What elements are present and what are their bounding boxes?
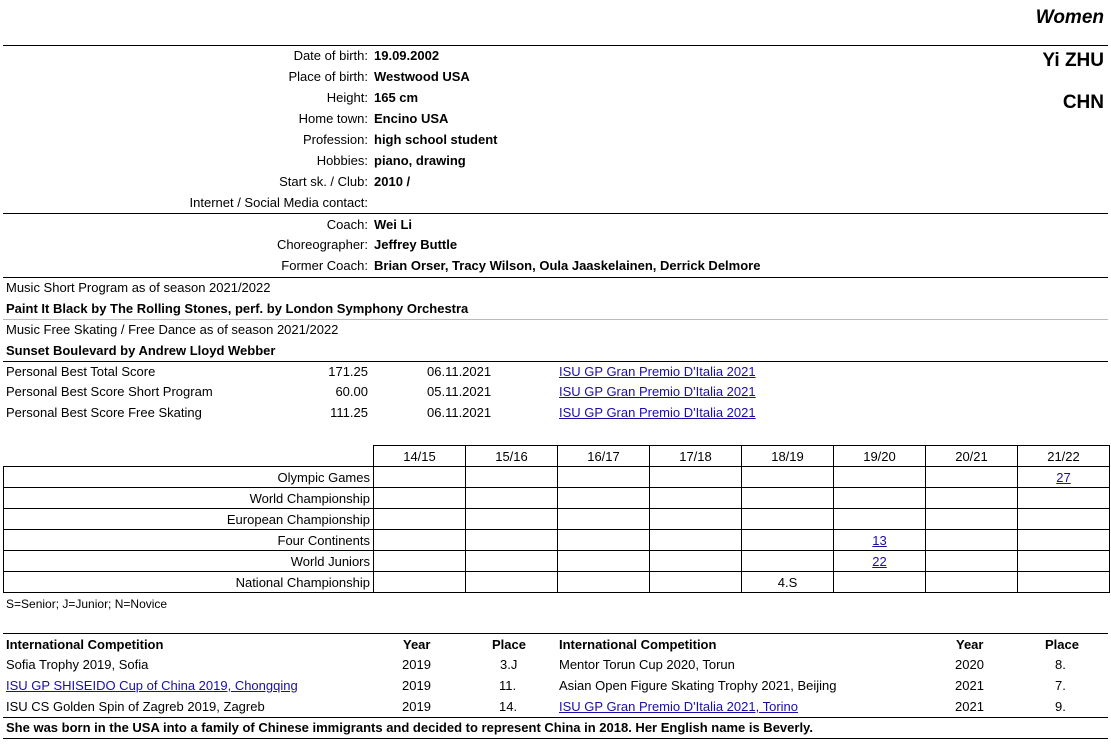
- music-fs-label: Music Free Skating / Free Dance as of season 2021/2022: [6, 322, 339, 337]
- grid-cell: [650, 488, 742, 509]
- grid-cell: [834, 467, 926, 488]
- bio-value: Encino USA: [374, 111, 449, 126]
- grid-row-national-championship: [4, 572, 1110, 593]
- grid-header-row: [4, 446, 1110, 467]
- grid-cell: [466, 488, 558, 509]
- competition-year: 2020: [955, 657, 984, 672]
- grid-cell: [1018, 509, 1110, 530]
- choreographer-value: Jeffrey Buttle: [374, 237, 458, 252]
- grid-cell: [834, 530, 926, 551]
- pb-label: Personal Best Score Free Skating: [6, 405, 202, 420]
- pb-label: Personal Best Score Short Program: [6, 384, 213, 399]
- grid-cell: [466, 467, 558, 488]
- year-header: Year: [956, 637, 984, 652]
- pb-score: 171.25: [328, 364, 368, 379]
- grid-cell: [650, 467, 742, 488]
- grid-row-label: European Championship: [4, 509, 374, 530]
- pb-event-link[interactable]: ISU GP Gran Premio D'Italia 2021: [559, 384, 756, 399]
- grid-cell: [650, 530, 742, 551]
- grid-cell: [742, 551, 834, 572]
- pb-label: Personal Best Total Score: [6, 364, 156, 379]
- grid-row-world-juniors: [4, 551, 1110, 572]
- grid-cell: [926, 509, 1018, 530]
- grid-cell: [1018, 572, 1110, 593]
- grid-cell: [374, 509, 466, 530]
- grid-cell: [558, 551, 650, 572]
- music-bottom-divider: [3, 361, 1108, 362]
- music-divider: [3, 319, 1108, 320]
- header-divider: [3, 45, 1108, 46]
- grid-cell: [742, 467, 834, 488]
- choreographer-label: Choreographer:: [276, 237, 368, 252]
- pb-date: 05.11.2021: [427, 384, 492, 399]
- grid-cell: [742, 530, 834, 551]
- page-bottom-divider: [3, 738, 1108, 739]
- bio-value: 165 cm: [374, 90, 419, 105]
- grid-cell: [834, 488, 926, 509]
- season-header: 16/17: [558, 446, 650, 467]
- grid-cell: [466, 551, 558, 572]
- bio-value: piano, drawing: [374, 153, 466, 168]
- competition-name: Sofia Trophy 2019, Sofia: [6, 657, 149, 672]
- grid-cell: [926, 530, 1018, 551]
- season-header: 19/20: [834, 446, 926, 467]
- competition-place: 11.: [499, 678, 517, 693]
- grid-cell: [926, 488, 1018, 509]
- grid-row-olympic-games: [4, 467, 1110, 488]
- bio-label: Internet / Social Media contact:: [189, 195, 368, 210]
- grid-cell: [650, 551, 742, 572]
- bio-label: Home town:: [298, 111, 368, 126]
- grid-cell: [834, 572, 926, 593]
- grid-cell: [374, 572, 466, 593]
- coach-label: Coach:: [326, 217, 368, 232]
- competition-name-link[interactable]: ISU GP Gran Premio D'Italia 2021, Torino: [559, 699, 799, 714]
- competition-place: 3.J: [500, 657, 518, 672]
- world-juniors-result-link[interactable]: 22: [872, 553, 887, 569]
- pb-event-link[interactable]: ISU GP Gran Premio D'Italia 2021: [559, 405, 756, 420]
- bio-label: Start sk. / Club:: [279, 174, 368, 189]
- grid-cell: [926, 551, 1018, 572]
- competition-year: 2019: [402, 699, 431, 714]
- grid-cell: [650, 572, 742, 593]
- pb-event-link[interactable]: ISU GP Gran Premio D'Italia 2021: [559, 364, 756, 379]
- year-header: Year: [403, 637, 431, 652]
- season-header: 21/22: [1018, 446, 1110, 467]
- competition-name-link[interactable]: ISU GP SHISEIDO Cup of China 2019, Chongqing: [6, 678, 298, 693]
- competition-place: 9.: [1055, 699, 1066, 714]
- competition-place: 14.: [499, 699, 518, 714]
- grid-cell: [742, 509, 834, 530]
- bio-label: Place of birth:: [288, 69, 368, 84]
- competition-year: 2019: [402, 678, 431, 693]
- former-coach-label: Former Coach:: [281, 258, 368, 273]
- olympic-result-link[interactable]: 27: [1056, 469, 1071, 485]
- grid-cell: [834, 551, 926, 572]
- grid-legend: S=Senior; J=Junior; N=Novice: [6, 597, 168, 611]
- competition-name: ISU CS Golden Spin of Zagreb 2019, Zagreb: [6, 699, 265, 714]
- grid-row-world-championship: [4, 488, 1110, 509]
- grid-cell: [1018, 467, 1110, 488]
- bio-value: 2010 /: [374, 174, 411, 189]
- coaching-divider: [3, 277, 1108, 278]
- pb-date: 06.11.2021: [427, 405, 492, 420]
- place-header: Place: [1045, 637, 1079, 652]
- competition-name: Asian Open Figure Skating Trophy 2021, Beijing: [559, 678, 837, 693]
- grid-cell: [558, 530, 650, 551]
- season-header: 14/15: [374, 446, 466, 467]
- grid-cell: [558, 488, 650, 509]
- grid-cell: [1018, 488, 1110, 509]
- bio-label: Date of birth:: [293, 48, 368, 63]
- competition-place: 8.: [1055, 657, 1066, 672]
- grid-cell: [466, 530, 558, 551]
- grid-cell: [374, 530, 466, 551]
- music-sp-label: Music Short Program as of season 2021/2022: [6, 280, 271, 295]
- season-header: 17/18: [650, 446, 742, 467]
- category-label: Women: [1035, 7, 1104, 28]
- grid-cell: [558, 509, 650, 530]
- skater-nation: CHN: [1062, 92, 1104, 113]
- competition-header: International Competition: [559, 637, 717, 652]
- grid-cell: [558, 467, 650, 488]
- bio-value: 19.09.2002: [374, 48, 440, 63]
- grid-cell: [926, 572, 1018, 593]
- season-header: 20/21: [926, 446, 1018, 467]
- grid-cell: [374, 488, 466, 509]
- grid-row-label: World Championship: [4, 488, 374, 509]
- competition-place: 7.: [1055, 678, 1066, 693]
- competition-year: 2019: [402, 657, 431, 672]
- grid-row-label: Olympic Games: [4, 467, 374, 488]
- grid-cell: [1018, 530, 1110, 551]
- results-grid: [3, 445, 1110, 593]
- competitions-bottom-divider: [3, 717, 1108, 718]
- grid-row-label: National Championship: [4, 572, 374, 593]
- pb-score: 60.00: [335, 384, 368, 399]
- grid-row-label: World Juniors: [4, 551, 374, 572]
- bio-label: Height:: [326, 90, 368, 105]
- competition-header: International Competition: [6, 637, 164, 652]
- bio-label: Profession:: [302, 132, 368, 147]
- competitions-top-divider: [3, 633, 1108, 634]
- former-coach-value: Brian Orser, Tracy Wilson, Oula Jaaskelainen, Derrick Delmore: [374, 258, 761, 273]
- grid-cell: [466, 509, 558, 530]
- skater-name: Yi ZHU: [1042, 50, 1104, 71]
- season-header: 15/16: [466, 446, 558, 467]
- grid-cell: [926, 467, 1018, 488]
- grid-cell: 4.S: [742, 572, 834, 593]
- competition-year: 2021: [955, 699, 984, 714]
- music-fs-title: Sunset Boulevard by Andrew Lloyd Webber: [6, 343, 276, 358]
- grid-cell: [558, 572, 650, 593]
- grid-row-european-championship: [4, 509, 1110, 530]
- grid-row-label: Four Continents: [4, 530, 374, 551]
- biography-note: She was born in the USA into a family of Chinese immigrants and decided to represent China in 2018. Her English name is Beverly.: [6, 720, 813, 735]
- grid-corner: [4, 446, 374, 467]
- grid-cell: [1018, 551, 1110, 572]
- bio-value: Westwood USA: [374, 69, 470, 84]
- competition-name: Mentor Torun Cup 2020, Torun: [559, 657, 735, 672]
- grid-cell: [374, 467, 466, 488]
- place-header: Place: [492, 637, 526, 652]
- bio-label: Hobbies:: [316, 153, 368, 168]
- competition-year: 2021: [955, 678, 984, 693]
- grid-cell: [374, 551, 466, 572]
- coach-value: Wei Li: [374, 217, 413, 232]
- grid-cell: [650, 509, 742, 530]
- grid-row-four-continents: [4, 530, 1110, 551]
- music-sp-title: Paint It Black by The Rolling Stones, perf. by London Symphony Orchestra: [6, 301, 469, 316]
- grid-cell: [742, 488, 834, 509]
- pb-date: 06.11.2021: [427, 364, 492, 379]
- grid-cell: [466, 572, 558, 593]
- bio-value: high school student: [374, 132, 498, 147]
- grid-cell: [834, 509, 926, 530]
- four-continents-result-link[interactable]: 13: [872, 532, 887, 548]
- season-header: 18/19: [742, 446, 834, 467]
- bio-divider: [3, 213, 1108, 214]
- pb-score: 111.25: [330, 405, 368, 420]
